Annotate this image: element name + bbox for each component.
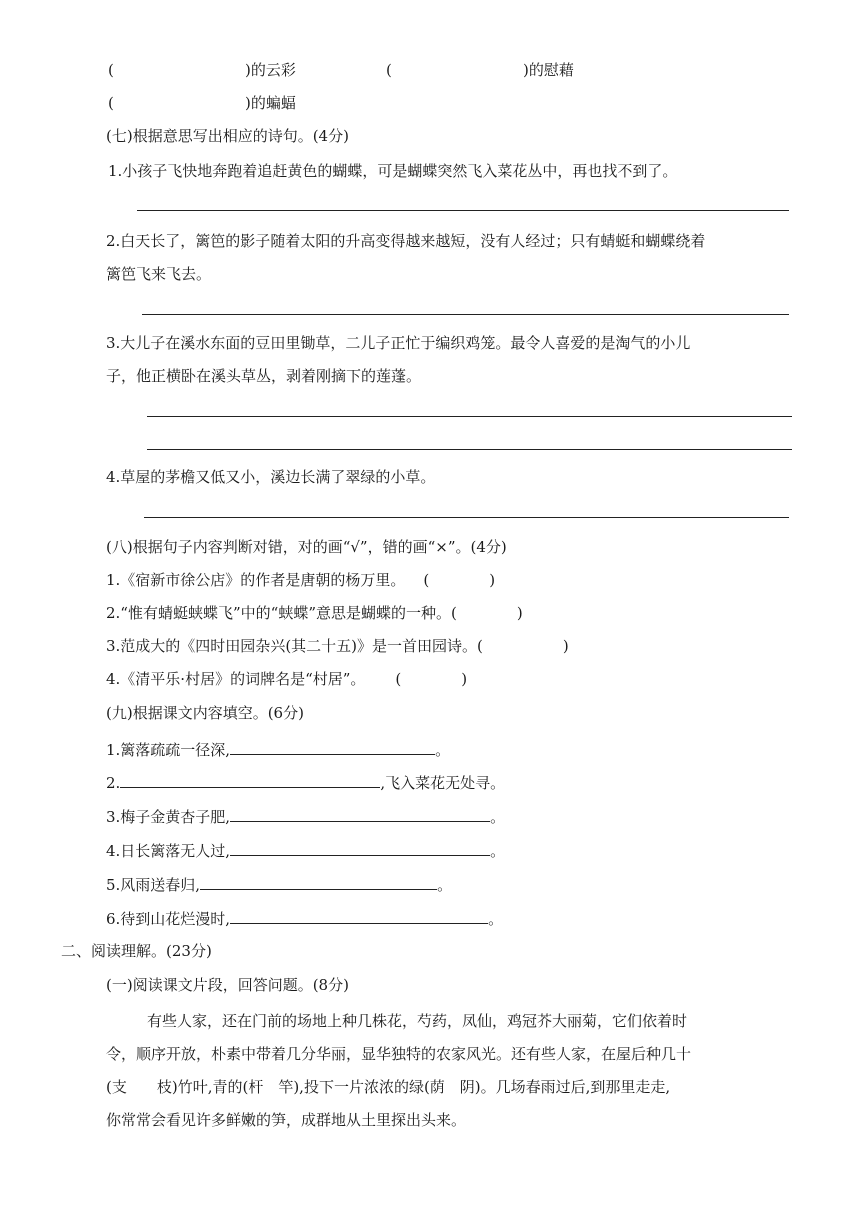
fill-prompt: 1.篱落疏疏一径深,	[106, 741, 231, 759]
fill-prompt: 2.	[106, 774, 121, 792]
phrase-comfort: )的慰藉	[523, 61, 574, 79]
section-7-q1: 1.小孩子飞快地奔跑着追赶黄色的蝴蝶，可是蝴蝶突然飞入菜花丛中，再也找不到了。	[108, 162, 678, 180]
fill-suffix: 。	[490, 842, 506, 860]
fill-suffix: ,飞入菜花无处寻。	[380, 774, 506, 792]
fill-item	[106, 739, 450, 760]
fill-blank[interactable]	[230, 739, 435, 755]
section-7-q2-line1: 2.白天长了，篱笆的影子随着太阳的升高变得越来越短，没有人经过；只有蜻蜓和蝴蝶绕着	[106, 232, 706, 250]
fill-blank[interactable]	[230, 840, 490, 856]
section-8-title: (八)根据句子内容判断对错，对的画“√”，错的画“×”。(4分)	[106, 538, 507, 556]
fill-prompt: 4.日长篱落无人过,	[106, 842, 231, 860]
fill-suffix: 。	[488, 910, 504, 928]
answer-line[interactable]	[137, 210, 789, 211]
section-8-item	[106, 570, 495, 590]
fill-item	[106, 874, 452, 895]
section-7-title: (七)根据意思写出相应的诗句。(4分)	[106, 127, 349, 145]
phrase-bats: )的蝙蝠	[245, 94, 296, 112]
fill-prompt: 5.风雨送春归,	[106, 876, 201, 894]
statement-text: 2.“惟有蜻蜓蛱蝶飞”中的“蛱蝶”意思是蝴蝶的一种。	[106, 604, 451, 622]
judge-paren-close: )	[461, 670, 468, 688]
section-7-q3-line2: 子，他正横卧在溪头草丛，剥着刚摘下的莲蓬。	[106, 367, 422, 385]
blank-open-paren: (	[108, 61, 114, 79]
judge-paren-open[interactable]: (	[395, 670, 402, 688]
section-7-q2-line2: 篱笆飞来飞去。	[106, 265, 212, 283]
judge-paren-close: )	[516, 604, 523, 622]
judge-paren-close: )	[562, 637, 569, 655]
fill-item	[106, 806, 505, 827]
answer-line[interactable]	[142, 314, 789, 315]
part-2-title: 二、阅读理解。(23分)	[61, 942, 212, 960]
statement-text: 3.范成大的《四时田园杂兴(其二十五)》是一首田园诗。	[106, 637, 478, 655]
blank-open-paren: (	[108, 94, 114, 112]
fill-suffix: 。	[435, 741, 451, 759]
answer-line[interactable]	[147, 449, 792, 450]
judge-paren-open[interactable]: (	[423, 571, 430, 589]
blank-open-paren: (	[386, 61, 392, 79]
section-9-title: (九)根据课文内容填空。(6分)	[106, 704, 304, 722]
fill-suffix: 。	[437, 876, 453, 894]
passage-line: 令，顺序开放，朴素中带着几分华丽，显华独特的农家风光。还有些人家，在屋后种几十	[106, 1045, 692, 1063]
fill-blank[interactable]	[230, 908, 488, 924]
fill-prompt: 3.梅子金黄杏子肥,	[106, 808, 231, 826]
fill-blank[interactable]	[200, 874, 437, 890]
answer-line[interactable]	[144, 517, 789, 518]
fill-item	[106, 772, 505, 793]
fill-prompt: 6.待到山花烂漫时,	[106, 910, 231, 928]
section-7-q4: 4.草屋的茅檐又低又小，溪边长满了翠绿的小草。	[106, 468, 436, 486]
passage-line: 你常常会看见许多鲜嫩的笋，成群地从土里探出头来。	[106, 1111, 467, 1129]
passage-line: 有些人家，还在门前的场地上种几株花，芍药，凤仙，鸡冠芥大丽菊，它们依着时	[147, 1012, 688, 1030]
section-8-item	[106, 636, 569, 656]
statement-text: 4.《清平乐·村居》的词牌名是“村居”。	[106, 670, 366, 688]
fill-suffix: 。	[490, 808, 506, 826]
fill-item	[106, 908, 503, 929]
fill-item	[106, 840, 505, 861]
phrase-clouds: )的云彩	[245, 61, 296, 79]
fill-blank[interactable]	[120, 772, 380, 788]
statement-text: 1.《宿新市徐公店》的作者是唐朝的杨万里。	[106, 571, 406, 589]
passage-line: (支 枝)竹叶,青的(杆 竿),投下一片浓浓的绿(荫 阴)。几场春雨过后,到那里走走,	[106, 1078, 671, 1096]
answer-line[interactable]	[147, 416, 792, 417]
fill-blank[interactable]	[230, 806, 490, 822]
judge-paren-close: )	[489, 571, 496, 589]
section-8-item	[106, 603, 523, 623]
reading-1-title: (一)阅读课文片段，回答问题。(8分)	[106, 976, 349, 994]
judge-paren-open[interactable]: (	[477, 637, 483, 655]
section-7-q3-line1: 3.大儿子在溪水东面的豆田里锄草，二儿子正忙于编织鸡笼。最令人喜爱的是淘气的小儿	[106, 334, 691, 352]
section-8-item	[106, 669, 467, 689]
judge-paren-open[interactable]: (	[451, 604, 457, 622]
